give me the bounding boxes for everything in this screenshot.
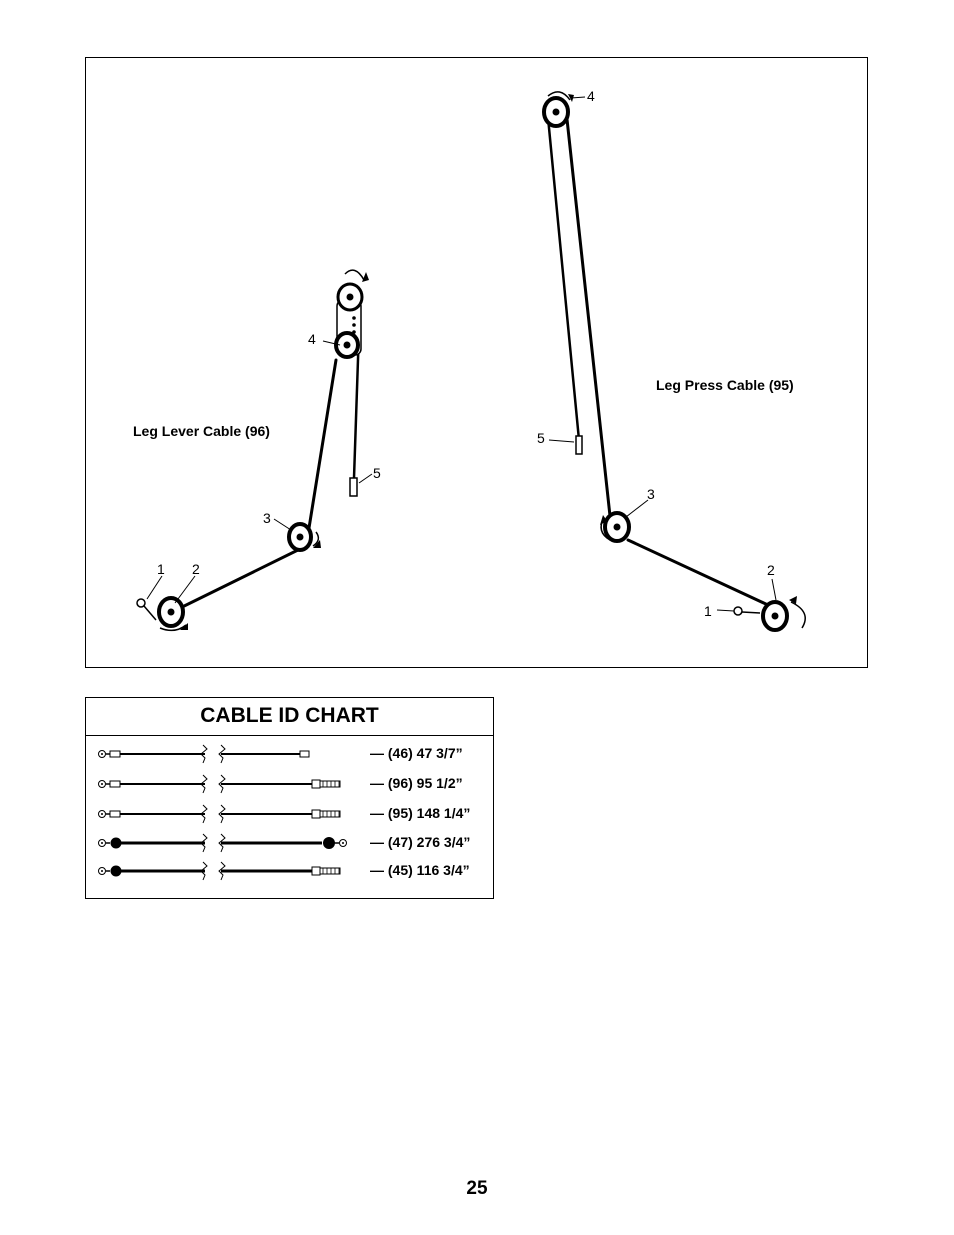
chart-title: CABLE ID CHART	[86, 698, 493, 736]
cable-end-left-1	[137, 599, 156, 620]
callout-left-4: 4	[308, 331, 316, 347]
callout-left-2: 2	[192, 561, 200, 577]
callout-right-2: 2	[767, 562, 775, 578]
cable-icon	[96, 829, 356, 857]
leg-press-cable-label: Leg Press Cable (95)	[656, 377, 794, 393]
rotation-arrows	[160, 92, 805, 631]
cable-end-right-5	[576, 436, 582, 454]
callout-right-3: 3	[647, 486, 655, 502]
cable-icon	[96, 800, 356, 828]
leg-lever-cable-label: Leg Lever Cable (96)	[133, 423, 270, 439]
leader-lines	[147, 97, 776, 611]
page-number: 25	[466, 1178, 488, 1199]
callout-right-5: 5	[537, 430, 545, 446]
cable-row	[86, 740, 493, 768]
pulley-left-4	[336, 284, 362, 357]
cable-length-label: — (96) 95 1/2”	[370, 775, 463, 791]
cable-end-left-5	[350, 478, 357, 496]
callout-right-4: 4	[587, 88, 595, 104]
cable-id-chart	[85, 697, 494, 899]
pulley-right-2	[763, 602, 787, 630]
cable-icon	[96, 857, 356, 885]
pulley-right-3	[605, 513, 629, 541]
callout-left-5: 5	[373, 465, 381, 481]
pulley-left-2	[159, 598, 183, 626]
cable-length-label: — (95) 148 1/4”	[370, 805, 471, 821]
cable-segment	[309, 360, 336, 528]
cable-row	[86, 829, 493, 857]
cable-row	[86, 857, 493, 885]
cable-end-right-1	[734, 607, 760, 615]
cable-row	[86, 770, 493, 798]
cable-segment	[628, 540, 768, 605]
cable-segment	[547, 107, 579, 440]
cable-icon	[96, 770, 356, 798]
arrow-heads	[180, 94, 797, 630]
cable-icon	[96, 740, 356, 768]
callout-left-1: 1	[157, 561, 165, 577]
cable-length-label: — (47) 276 3/4”	[370, 834, 471, 850]
cable-length-label: — (45) 116 3/4”	[370, 862, 470, 878]
cable-row	[86, 800, 493, 828]
callout-right-1: 1	[704, 603, 712, 619]
callout-left-3: 3	[263, 510, 271, 526]
cable-segment	[566, 110, 610, 516]
cable-length-label: — (46) 47 3/7”	[370, 745, 463, 761]
pulley-right-4	[544, 98, 568, 126]
pulley-left-3	[289, 524, 311, 550]
